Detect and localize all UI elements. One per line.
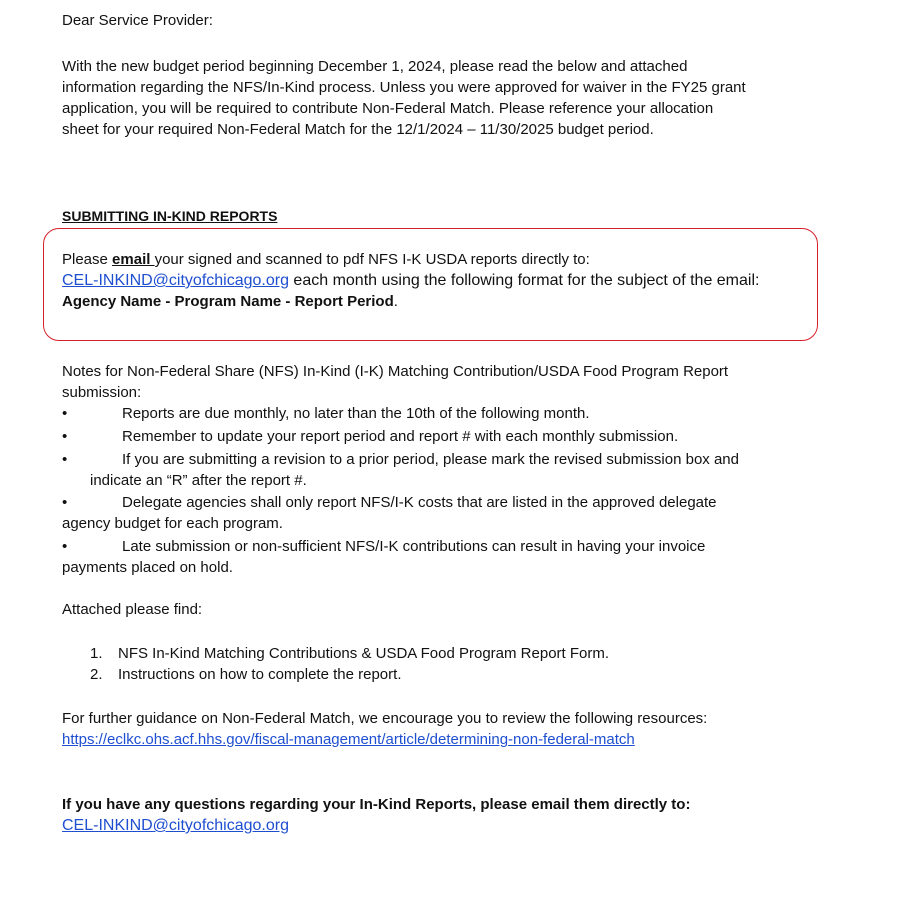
bullet-icon: •: [62, 494, 68, 511]
list-item: • Remember to update your report period and report # with each monthly submission.: [62, 428, 679, 445]
submission-instructions: [62, 249, 822, 312]
questions-email-link[interactable]: CEL-INKIND@cityofchicago.org: [62, 817, 289, 834]
bullet-icon: •: [62, 451, 68, 468]
guidance-link[interactable]: https://eclkc.ohs.acf.hhs.gov/fiscal-management/article/determining-non-federal-match: [62, 731, 635, 748]
subject-format: Agency Name - Program Name - Report Period: [62, 293, 394, 310]
attached-label: Attached please find:: [62, 601, 203, 618]
intro-line: sheet for your required Non-Federal Match for the 12/1/2024 – 11/30/2025 budget period.: [62, 121, 654, 138]
list-item: • If you are submitting a revision to a prior period, please mark the revised submission box and indicate an “R” after the report #.: [62, 451, 739, 489]
list-item: • Reports are due monthly, no later than the 10th of the following month.: [62, 405, 590, 422]
guidance-paragraph: For further guidance on Non-Federal Match, we encourage you to review the following resources: https://eclkc.ohs.acf.hhs.gov/fiscal-management/article/determining-non-federal-match: [62, 710, 708, 748]
bullet-icon: •: [62, 538, 68, 555]
intro-line: With the new budget period beginning December 1, 2024, please read the below and attached: [62, 58, 688, 75]
box-line-2: CEL-INKIND@cityofchicago.org each month using the following format for the subject of the email:: [62, 272, 760, 289]
notes-intro: Notes for Non-Federal Share (NFS) In-Kind (I-K) Matching Contribution/USDA Food Program Report submission:: [62, 363, 729, 401]
bullet-icon: •: [62, 405, 68, 422]
intro-line: application, you will be required to contribute Non-Federal Match. Please reference your allocation: [62, 100, 714, 117]
list-item: • Late submission or non-sufficient NFS/I-K contributions can result in having your invoice payments placed on hold.: [62, 538, 706, 576]
list-item: 1. NFS In-Kind Matching Contributions & USDA Food Program Report Form.: [90, 645, 610, 662]
box-line-3: Agency Name - Program Name - Report Period.: [62, 293, 398, 310]
intro-line: information regarding the NFS/In-Kind process. Unless you were approved for waiver in the FY25 grant: [62, 79, 746, 96]
list-item: 2. Instructions on how to complete the report.: [90, 666, 402, 683]
list-item: • Delegate agencies shall only report NFS/I-K costs that are listed in the approved delegate agency budget for each program.: [62, 494, 717, 532]
salutation: Dear Service Provider:: [62, 12, 213, 29]
email-link[interactable]: CEL-INKIND@cityofchicago.org: [62, 272, 289, 289]
questions-paragraph: If you have any questions regarding your In-Kind Reports, please email them directly to: CEL-INKIND@cityofchicago.org: [62, 796, 691, 834]
intro-paragraph: [62, 56, 822, 140]
email-emphasis: email: [112, 251, 155, 268]
section-heading: SUBMITTING IN-KIND REPORTS: [62, 208, 278, 224]
box-line-1: Please email your signed and scanned to pdf NFS I-K USDA reports directly to:: [62, 251, 590, 268]
bullet-icon: •: [62, 428, 68, 445]
